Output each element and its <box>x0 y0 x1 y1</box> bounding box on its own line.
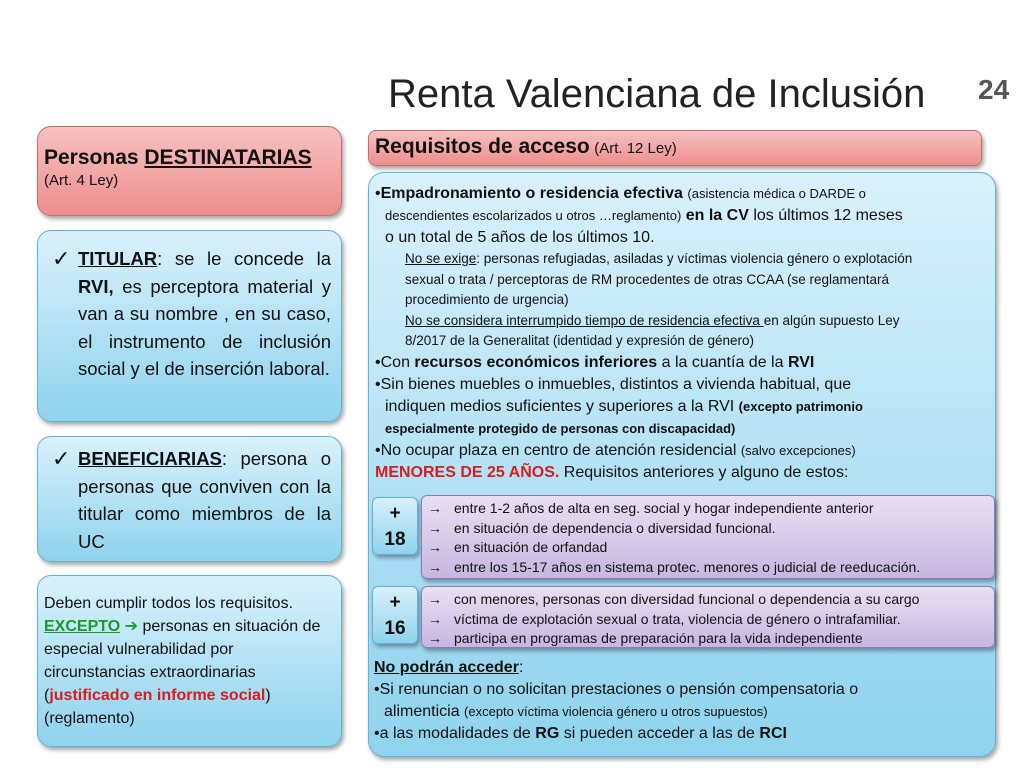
beneficiarias-text: BENEFICIARIAS: persona o personas que conviven con la titular como miembros de la UC <box>78 448 331 552</box>
checkmark-icon: ✓ <box>52 446 71 471</box>
excepto-box <box>37 575 342 747</box>
list-item: → entre los 15-17 años en sistema protec. menores o judicial de reeducación. <box>428 558 988 578</box>
list-item: → entre 1-2 años de alta en seg. social y hogar independiente anterior <box>428 499 988 519</box>
destinatarias-subtitle: (Art. 4 Ley) <box>44 172 119 189</box>
arrow-right-icon: → <box>428 610 442 627</box>
arrow-right-icon: → <box>428 539 442 555</box>
excepto-text: Deben cumplir todos los requisitos. EXCEPTO ➔ personas en situación de especial vulnerabilidad por circunstancias extraordinarias (justificado en informe social) (reglamento) <box>44 595 321 727</box>
slide-number: 24 <box>978 74 1010 105</box>
titular-text: TITULAR: se le concede la RVI, es perceptora material y van a su nombre , en su caso, el instrumento de inclusión social y el de inserción laboral. <box>78 248 331 379</box>
bienes-item: •Sin bienes muebles o inmuebles, distintos a vivienda habitual, que <box>375 375 852 393</box>
age-18-requirements <box>421 495 995 579</box>
arrow-right-icon: → <box>428 630 442 646</box>
list-item: → en situación de dependencia o diversidad funcional. <box>428 519 988 539</box>
destinatarias-box <box>37 126 342 216</box>
age-16-requirements <box>421 586 995 648</box>
checkmark-icon: ✓ <box>52 246 71 271</box>
destinatarias-title: Personas DESTINATARIAS <box>44 146 312 169</box>
arrow-right-icon: → <box>428 519 442 536</box>
requisitos-body: •Empadronamiento o residencia efectiva (asistencia médica o DARDE o descendientes escolarizados u otros …reglamento) en la CV los últimos 12 meses o un total de 5 años de los últimos 10. No se exige: personas refugiadas, asiladas y víctimas violencia género o explotación sexual o trata / perceptoras de RM procedentes de otras CCAA (se reglamentará procedimiento de urgencia) No se considera interrumpido tiempo de residencia efectiva en algún supuesto Ley 8/2017 de la Generalitat (identidad y expresión de género) •Con recursos económicos inferiores a la cuantía de la RVI •Sin bienes muebles o inmuebles, distintos a vivienda habitual, que indiquen medios suficientes y superiores a la RVI (excepto patrimonio especialmente protegido de personas con discapacidad) •No ocupar plaza en centro de atención residencial (salvo excepciones) MENORES DE 25 AÑOS. Requisitos anteriores y alguno de estos: <box>368 172 996 757</box>
age-18-badge: + 18 <box>372 497 418 555</box>
arrow-right-icon: → <box>428 558 442 575</box>
list-item: → víctima de explotación sexual o trata, violencia de género o intrafamiliar. <box>428 610 988 630</box>
beneficiarias-box <box>37 436 342 562</box>
list-item: → en situación de orfandad <box>428 538 988 558</box>
arrow-right-icon: → <box>428 591 442 607</box>
no-interrumpido-note: No se considera interrumpido tiempo de residencia efectiva en algún supuesto Ley <box>405 312 900 328</box>
titular-box <box>37 230 342 422</box>
no-podran-section: No podrán acceder: •Si renuncian o no solicitan prestaciones o pensión compensatoria o alimenticia (excepto víctima violencia género u otros supuestos) •a las modalidades de RG si pueden acceder a las de RCI <box>374 659 859 742</box>
arrow-right-icon: ➔ <box>120 618 143 635</box>
no-se-exige-note: No se exige: personas refugiadas, asiladas y víctimas violencia género o explotación <box>405 251 913 266</box>
no-ocupar-item: •No ocupar plaza en centro de atención residencial (salvo excepciones) <box>375 441 856 459</box>
recursos-item: •Con recursos económicos inferiores a la cuantía de la RVI <box>375 353 815 371</box>
requisitos-header: Requisitos de acceso (Art. 12 Ley) <box>368 130 982 166</box>
list-item: → con menores, personas con diversidad funcional o dependencia a su cargo <box>428 590 988 610</box>
empadronamiento-item: •Empadronamiento o residencia efectiva (asistencia médica o DARDE o <box>375 185 866 202</box>
list-item: → participa en programas de preparación para la vida independiente <box>428 629 988 648</box>
age-16-badge: + 16 <box>372 586 418 644</box>
page-title: Renta Valenciana de Inclusión <box>388 72 926 116</box>
menores-item: MENORES DE 25 AÑOS. Requisitos anteriores y alguno de estos: <box>375 463 849 481</box>
arrow-right-icon: → <box>428 500 442 516</box>
